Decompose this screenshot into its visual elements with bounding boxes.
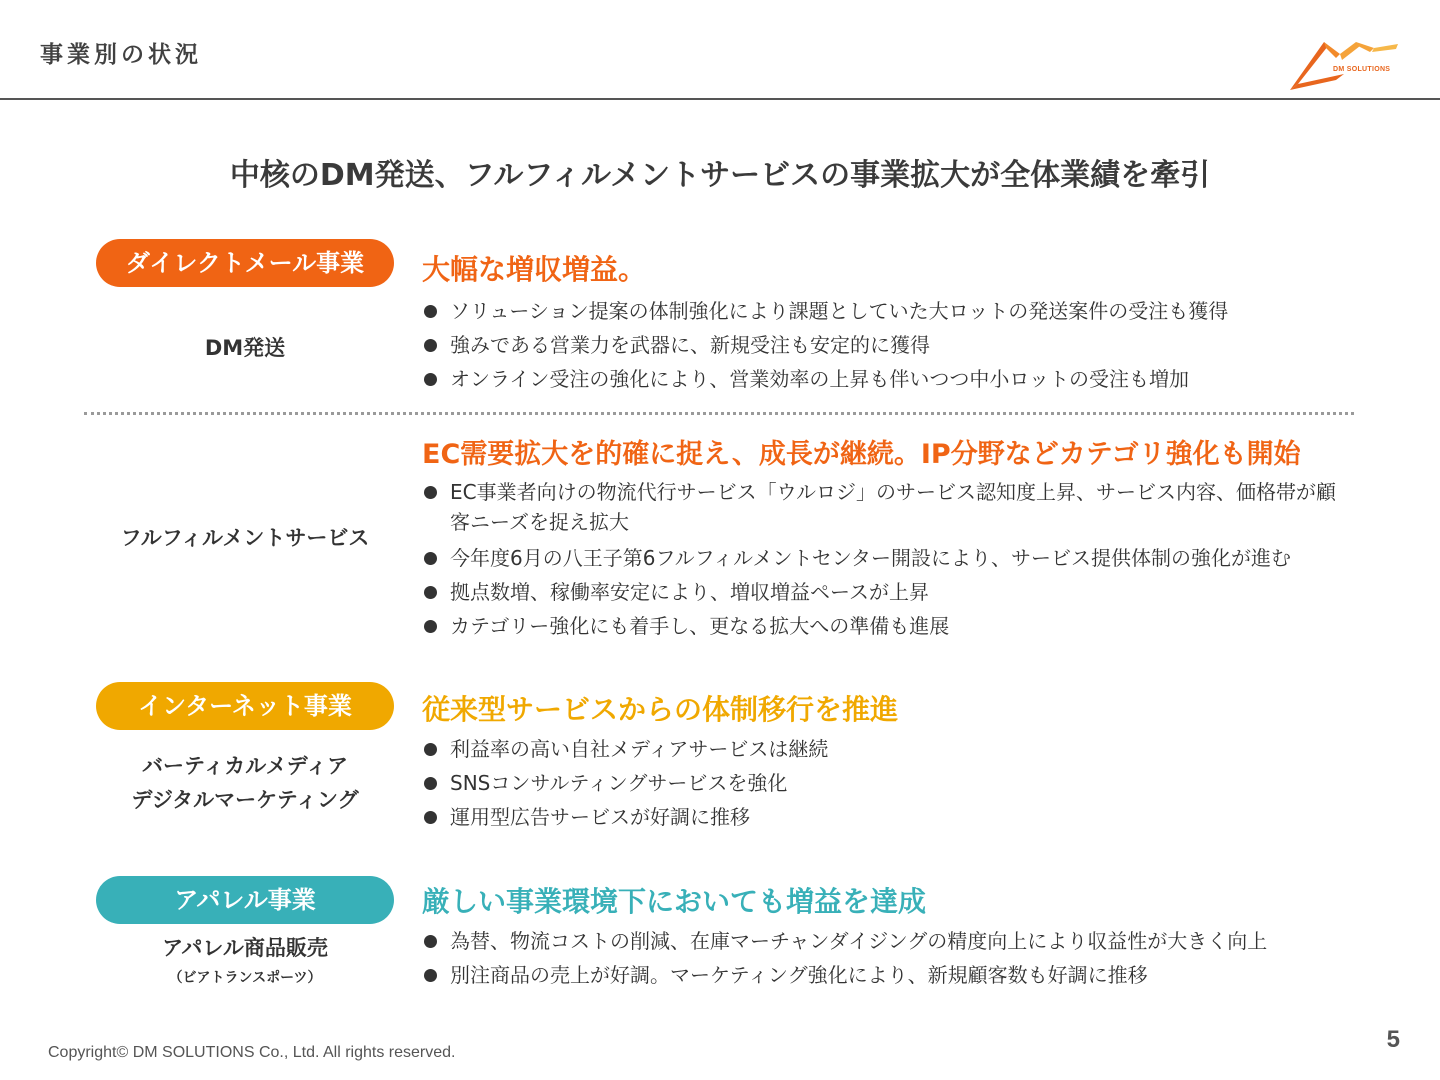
internet-business-pill: インターネット事業 — [96, 682, 394, 730]
dm-shipping-label: DM発送 — [204, 336, 286, 360]
page-number: 5 — [1386, 1026, 1400, 1053]
list-item: 運用型広告サービスが好調に推移 — [422, 800, 1322, 834]
apparel-label-line2: （ビアトランスポーツ） — [168, 970, 322, 986]
apparel-business-pill: アパレル事業 — [96, 876, 394, 924]
list-item: 利益率の高い自社メディアサービスは継続 — [422, 732, 1322, 766]
bullet-icon — [424, 969, 437, 982]
list-item: 今年度6月の八王子第6フルフィルメントセンター開設により、サービス提供体制の強化が進む — [422, 541, 1342, 575]
bullet-icon — [424, 486, 437, 499]
page-title: 事業別の状況 — [40, 42, 202, 68]
list-item: 為替、物流コストの削減、在庫マーチャンダイジングの精度向上により収益性が大きく向上 — [422, 924, 1362, 958]
bullet-icon — [424, 777, 437, 790]
bullet-icon — [424, 620, 437, 633]
internet-heading: 従来型サービスからの体制移行を推進 — [422, 693, 899, 726]
apparel-bullets — [422, 924, 1362, 992]
bullet-icon — [424, 305, 437, 318]
list-item: EC事業者向けの物流代行サービス「ウルロジ」のサービス認知度上昇、サービス内容、価格帯が顧客ニーズを捉え拡大 — [422, 477, 1342, 541]
bullet-icon — [424, 552, 437, 565]
logo-text: DM SOLUTIONS — [1333, 66, 1391, 73]
list-item: オンライン受注の強化により、営業効率の上昇も伴いつつ中小ロットの受注も増加 — [422, 362, 1362, 396]
headline: 中核のDM発送、フルフィルメントサービスの事業拡大が全体業績を牽引 — [229, 158, 1211, 193]
fulfillment-bullets — [422, 477, 1342, 643]
dm-shipping-bullets — [422, 294, 1362, 396]
bullet-icon — [424, 373, 437, 386]
list-item: 拠点数増、稼働率安定により、増収増益ペースが上昇 — [422, 575, 1342, 609]
list-item: 強みである営業力を武器に、新規受注も安定的に獲得 — [422, 328, 1362, 362]
dm-business-pill: ダイレクトメール事業 — [96, 239, 394, 287]
apparel-label-line1: アパレル商品販売 — [162, 936, 328, 960]
bullet-icon — [424, 935, 437, 948]
internet-label-line1: バーティカルメディア — [141, 754, 348, 778]
copyright: Copyright© DM SOLUTIONS Co., Ltd. All rights reserved. — [48, 1044, 456, 1061]
fulfillment-heading: EC需要拡大を的確に捉え、成長が継続。IP分野などカテゴリ強化も開始 — [422, 439, 1301, 470]
section-divider — [84, 412, 1354, 415]
list-item: 別注商品の売上が好調。マーケティング強化により、新規顧客数も好調に推移 — [422, 958, 1362, 992]
apparel-heading: 厳しい事業環境下においても増益を達成 — [422, 885, 927, 918]
list-item: SNSコンサルティングサービスを強化 — [422, 766, 1322, 800]
internet-bullets — [422, 732, 1322, 834]
list-item: ソリューション提案の体制強化により課題としていた大ロットの発送案件の受注も獲得 — [422, 294, 1362, 328]
internet-label-line2: デジタルマーケティング — [131, 788, 359, 812]
header-divider — [0, 98, 1440, 100]
fulfillment-label: フルフィルメントサービス — [120, 526, 370, 550]
company-logo — [1284, 34, 1404, 92]
list-item: カテゴリー強化にも着手し、更なる拡大への準備も進展 — [422, 609, 1342, 643]
dm-shipping-heading: 大幅な増収増益。 — [422, 253, 647, 286]
bullet-icon — [424, 339, 437, 352]
bullet-icon — [424, 811, 437, 824]
bullet-icon — [424, 743, 437, 756]
bullet-icon — [424, 586, 437, 599]
